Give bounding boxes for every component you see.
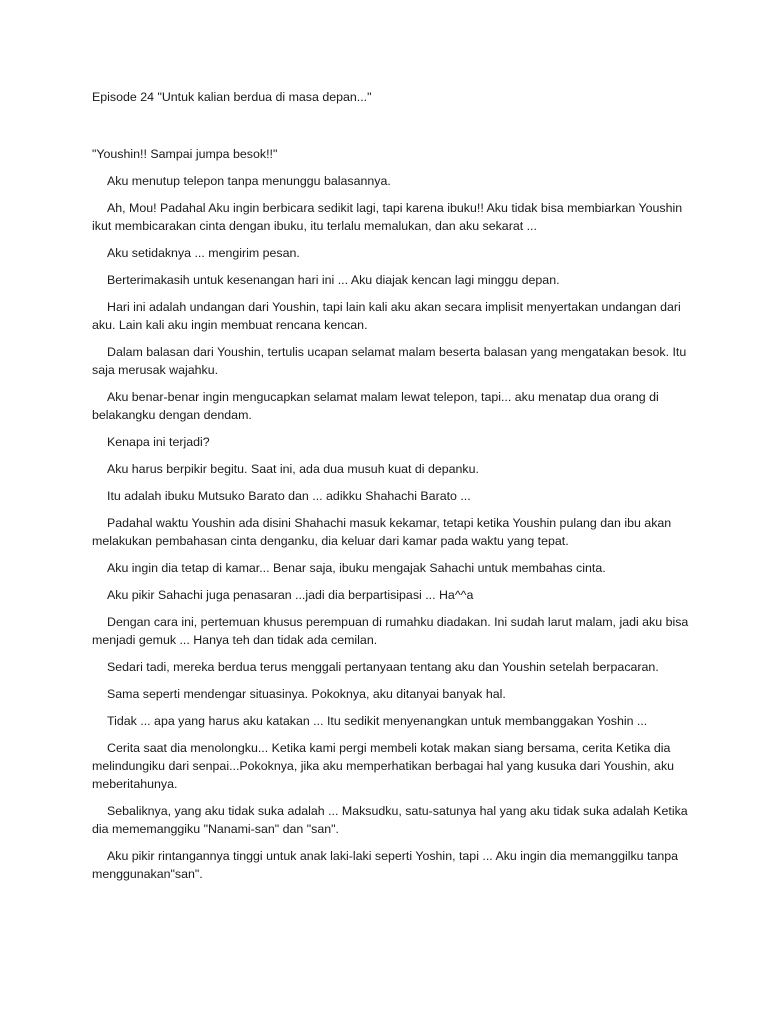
paragraph: Aku benar-benar ingin mengucapkan selamat malam lewat telepon, tapi... aku menatap dua orang di belakangku dengan dendam. (92, 390, 659, 422)
paragraph: Sedari tadi, mereka berdua terus menggali pertanyaan tentang aku dan Youshin setelah berpacaran. (107, 660, 659, 674)
paragraph: Aku setidaknya ... mengirim pesan. (107, 246, 300, 260)
paragraph: "Youshin!! Sampai jumpa besok!!" (92, 147, 278, 161)
paragraph: Itu adalah ibuku Mutsuko Barato dan ... adikku Shahachi Barato ... (107, 489, 471, 503)
paragraph: Sama seperti mendengar situasinya. Pokoknya, aku ditanyai banyak hal. (107, 687, 506, 701)
paragraph: Hari ini adalah undangan dari Youshin, tapi lain kali aku akan secara implisit menyertakan undangan dari aku. Lain kali aku ingin membuat rencana kencan. (92, 300, 681, 332)
paragraph: Ah, Mou! Padahal Aku ingin berbicara sedikit lagi, tapi karena ibuku!! Aku tidak bisa membiarkan Youshin ikut membicarakan cinta dengan ibuku, itu terlalu memalukan, dan aku sekarat ... (92, 201, 683, 233)
paragraph: Cerita saat dia menolongku... Ketika kami pergi membeli kotak makan siang bersama, cerita Ketika dia melindungiku dari senpai...Pokoknya, jika aku memperhatikan berbagai hal yang kusuka dari Youshin, aku meberitahunya. (92, 741, 675, 791)
episode-title: Episode 24 "Untuk kalian berdua di masa depan..." (92, 90, 372, 104)
document-body (92, 88, 692, 892)
paragraph: Berterimakasih untuk kesenangan hari ini ... Aku diajak kencan lagi minggu depan. (107, 273, 560, 287)
paragraph: Aku menutup telepon tanpa menunggu balasannya. (107, 174, 391, 188)
paragraph: Aku harus berpikir begitu. Saat ini, ada dua musuh kuat di depanku. (107, 462, 479, 476)
paragraph: Sebaliknya, yang aku tidak suka adalah ... Maksudku, satu-satunya hal yang aku tidak suka adalah Ketika dia mememanggiku "Nanami-san" dan "san". (92, 804, 688, 836)
paragraph: Dengan cara ini, pertemuan khusus perempuan di rumahku diadakan. Ini sudah larut malam, jadi aku bisa menjadi gemuk ... Hanya teh dan tidak ada cemilan. (92, 615, 689, 647)
paragraph: Tidak ... apa yang harus aku katakan ... Itu sedikit menyenangkan untuk membanggakan Yoshin ... (107, 714, 648, 728)
paragraph: Padahal waktu Youshin ada disini Shahachi masuk kekamar, tetapi ketika Youshin pulang dan ibu akan melakukan pembahasan cinta denganku, dia keluar dari kamar pada waktu yang tepat. (92, 516, 672, 548)
paragraph: Aku ingin dia tetap di kamar... Benar saja, ibuku mengajak Sahachi untuk membahas cinta. (107, 561, 606, 575)
paragraph: Aku pikir Sahachi juga penasaran ...jadi dia berpartisipasi ... Ha^^a (107, 588, 474, 602)
paragraph: Dalam balasan dari Youshin, tertulis ucapan selamat malam beserta balasan yang mengatakan besok. Itu saja merusak wajahku. (92, 345, 687, 377)
paragraph: Kenapa ini terjadi? (107, 435, 210, 449)
paragraph: Aku pikir rintangannya tinggi untuk anak laki-laki seperti Yoshin, tapi ... Aku ingin dia memanggilku tanpa menggunakan"san". (92, 849, 679, 881)
